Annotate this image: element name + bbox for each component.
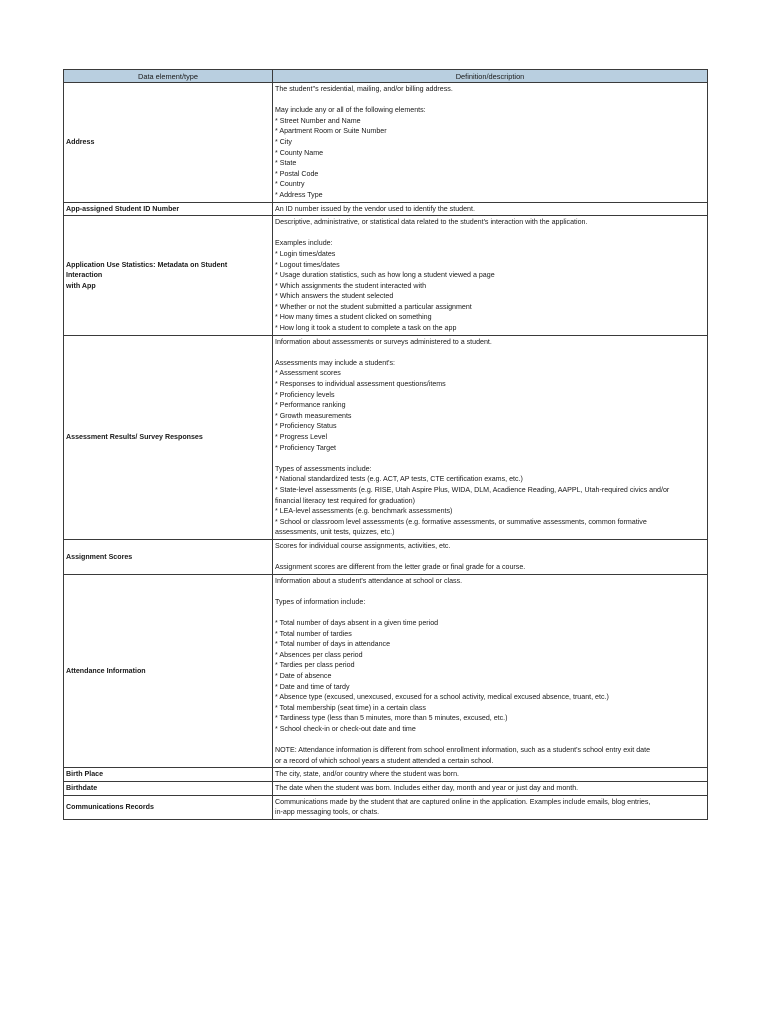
table-row <box>64 335 708 539</box>
definition-line: * Logout times/dates <box>275 260 340 269</box>
data-element-name <box>64 216 273 336</box>
definition-line: * Responses to individual assessment questions/items <box>275 380 446 389</box>
definition-cell <box>273 574 708 768</box>
data-element-name <box>64 782 273 796</box>
definition-line: Assignment scores are different from the letter grade or final grade for a course. <box>275 563 526 572</box>
definition-line: * Proficiency Target <box>275 443 336 452</box>
definition-line: * Street Number and Name <box>275 116 361 125</box>
definition-line: * Growth measurements <box>275 411 352 420</box>
definition-line: * Absence type (excused, unexcused, excused for a school activity, medical excused absence, truant, etc.) <box>275 693 609 702</box>
data-element-name-line: Address <box>66 137 95 146</box>
column-header-definition: Definition/description <box>273 70 708 83</box>
table-row <box>64 795 708 819</box>
definition-line <box>275 608 705 619</box>
definition-line: Communications made by the student that are captured online in the application. Examples include emails, blog entries, <box>275 797 651 806</box>
definition-line: * Proficiency Status <box>275 422 337 431</box>
definition-line: * State <box>275 159 297 168</box>
definition-line: * School or classroom level assessments (e.g. formative assessments, or summative assessments, common formative <box>275 517 647 526</box>
definition-line: * City <box>275 137 292 146</box>
definition-line: Examples include: <box>275 239 333 248</box>
definition-line: * Address Type <box>275 190 323 199</box>
definition-line: NOTE: Attendance information is different from school enrollment information, such as a student's school entry exit date <box>275 746 651 755</box>
definition-line: * State-level assessments (e.g. RISE, Utah Aspire Plus, WIDA, DLM, Acadience Reading, AAPPL, Utah-required civics and/or <box>275 485 670 494</box>
table-row <box>64 574 708 768</box>
definition-line: * Whether or not the student submitted a particular assignment <box>275 302 472 311</box>
definition-line <box>275 735 705 746</box>
data-element-name <box>64 202 273 216</box>
definition-cell <box>273 768 708 782</box>
definition-line <box>275 586 705 597</box>
definition-line: * County Name <box>275 148 324 157</box>
definition-cell <box>273 795 708 819</box>
definition-line: * LEA-level assessments (e.g. benchmark assessments) <box>275 507 453 516</box>
definition-line: * Total membership (seat time) in a certain class <box>275 703 426 712</box>
definition-line <box>275 552 705 563</box>
definition-line: * Postal Code <box>275 169 319 178</box>
definition-line: Types of assessments include: <box>275 464 372 473</box>
data-element-name <box>64 83 273 203</box>
definition-line: * Which answers the student selected <box>275 292 394 301</box>
definition-line: * Total number of days in attendance <box>275 640 391 649</box>
definition-line: * Date and time of tardy <box>275 682 350 691</box>
definition-line: * Absences per class period <box>275 650 363 659</box>
definition-line: * Which assignments the student interacted with <box>275 281 427 290</box>
table-row <box>64 768 708 782</box>
definition-line: The date when the student was born. Includes either day, month and year or just day and month. <box>275 784 579 792</box>
table-row <box>64 216 708 336</box>
table-row <box>64 202 708 216</box>
table-row <box>64 782 708 796</box>
definition-line: * School check-in or check-out date and time <box>275 725 416 734</box>
definition-line: Assessments may include a student's: <box>275 358 396 367</box>
data-element-name-line: Assignment Scores <box>66 552 133 561</box>
definition-cell <box>273 335 708 539</box>
definition-cell <box>273 782 708 796</box>
data-element-name <box>64 335 273 539</box>
data-element-name <box>64 795 273 819</box>
definition-line: The student''s residential, mailing, and/or billing address. <box>275 85 453 93</box>
definition-line: * Assessment scores <box>275 369 341 378</box>
definition-line: * Total number of days absent in a given time period <box>275 619 439 628</box>
table-row <box>64 539 708 574</box>
definition-line: financial literacy test required for graduation) <box>275 496 415 505</box>
definition-line: * Usage duration statistics, such as how long a student viewed a page <box>275 271 495 280</box>
definition-line <box>275 95 705 106</box>
definition-line <box>275 347 705 358</box>
definition-line: * Date of absence <box>275 672 332 681</box>
definition-line: Scores for individual course assignments, activities, etc. <box>275 541 451 550</box>
definition-line: An ID number issued by the vendor used to identify the student. <box>275 204 475 213</box>
definition-line <box>275 228 705 239</box>
data-element-name-line: App-assigned Student ID Number <box>66 204 180 213</box>
data-element-name-line: Birth Place <box>66 770 104 779</box>
definition-line: * Tardiness type (less than 5 minutes, more than 5 minutes, excused, etc.) <box>275 714 508 723</box>
data-elements-table <box>63 69 708 820</box>
definition-line: Information about assessments or surveys administered to a student. <box>275 337 492 346</box>
data-element-name-line: Birthdate <box>66 784 98 792</box>
definition-line: in-app messaging tools, or chats. <box>275 808 380 817</box>
definition-line: * Total number of tardies <box>275 629 352 638</box>
data-element-name-line: Attendance Information <box>66 666 146 675</box>
definition-line: Information about a student's attendance at school or class. <box>275 576 463 585</box>
definition-cell <box>273 202 708 216</box>
data-element-name <box>64 574 273 768</box>
definition-line: * How long it took a student to complete a task on the app <box>275 324 457 333</box>
data-element-name-line: Communications Records <box>66 802 154 811</box>
definition-line: May include any or all of the following elements: <box>275 106 426 115</box>
definition-line: * Login times/dates <box>275 249 336 258</box>
column-header-data-element: Data element/type <box>64 70 273 83</box>
definition-line: Descriptive, administrative, or statistical data related to the student's interaction with the application. <box>275 218 588 227</box>
definition-line: or a record of which school years a student attended a certain school. <box>275 756 494 765</box>
data-element-name-line: Interaction <box>66 271 103 280</box>
data-element-name-line: with App <box>66 281 96 290</box>
data-element-name-line: Application Use Statistics: Metadata on Student <box>66 260 228 269</box>
definition-line: * National standardized tests (e.g. ACT, AP tests, CTE certification exams, etc.) <box>275 475 523 484</box>
definition-cell <box>273 83 708 203</box>
table-row <box>64 83 708 203</box>
definition-line: Types of information include: <box>275 597 366 606</box>
definition-line: * Proficiency levels <box>275 390 335 399</box>
definition-cell <box>273 539 708 574</box>
table-header-row <box>64 70 708 83</box>
definition-line: * How many times a student clicked on something <box>275 313 432 322</box>
data-element-name-line: Assessment Results/ Survey Responses <box>66 433 203 441</box>
definition-line: * Tardies per class period <box>275 661 355 670</box>
definition-cell <box>273 216 708 336</box>
definition-line: * Performance ranking <box>275 401 346 410</box>
definition-line: * Progress Level <box>275 433 328 441</box>
data-element-name <box>64 768 273 782</box>
definition-line: The city, state, and/or country where the student was born. <box>275 770 460 779</box>
definition-line <box>275 453 705 464</box>
definition-line: * Apartment Room or Suite Number <box>275 127 387 136</box>
data-element-name <box>64 539 273 574</box>
definition-line: assessments, unit tests, quizzes, etc.) <box>275 528 395 537</box>
definition-line: * Country <box>275 180 305 189</box>
